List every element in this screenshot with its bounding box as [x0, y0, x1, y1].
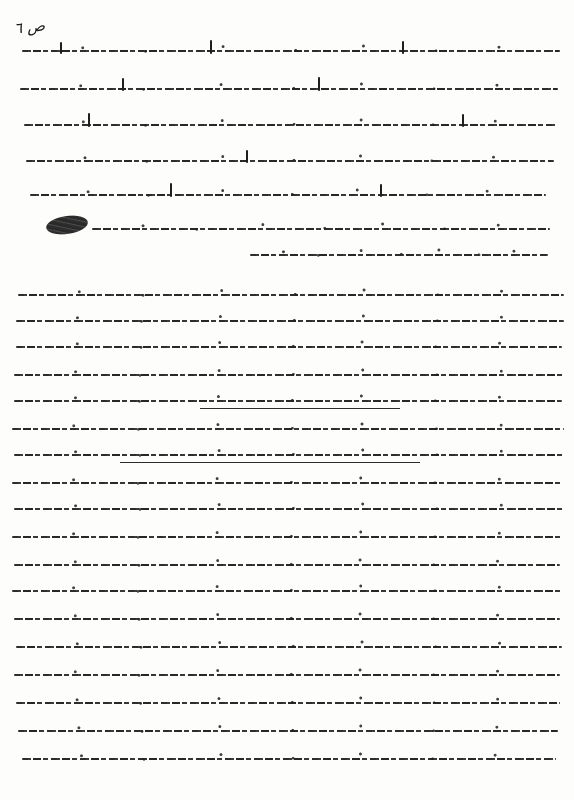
- manuscript-line: [30, 194, 546, 197]
- underline-mark: [120, 462, 420, 463]
- underline-mark: [200, 408, 400, 409]
- manuscript-line: [16, 646, 562, 649]
- ink-stroke: [60, 42, 62, 54]
- manuscript-line: [92, 228, 550, 231]
- ink-stroke: [122, 78, 124, 91]
- manuscript-line: [12, 428, 564, 431]
- ink-stroke: [246, 150, 248, 163]
- ijaza-main-body: [0, 288, 574, 793]
- ink-stroke: [170, 183, 172, 197]
- manuscript-line: [22, 758, 556, 761]
- manuscript-line: [14, 400, 562, 403]
- manuscript-line: [24, 124, 556, 127]
- manuscript-line: [12, 482, 562, 485]
- manuscript-line: [16, 320, 564, 323]
- manuscript-line: [12, 590, 562, 593]
- manuscript-line: [12, 536, 562, 539]
- manuscript-line: [14, 374, 564, 377]
- manuscript-line: [22, 50, 560, 53]
- manuscript-line: [18, 294, 564, 297]
- manuscript-line: [20, 88, 558, 91]
- manuscript-line: [14, 454, 564, 457]
- ink-stroke: [402, 41, 404, 54]
- manuscript-line: [26, 160, 554, 163]
- ink-stroke: [210, 40, 212, 54]
- ink-stroke: [88, 113, 90, 127]
- ink-stroke: [462, 114, 464, 127]
- ijaza-top-block: [0, 40, 574, 270]
- manuscript-line: [250, 254, 548, 257]
- manuscript-line: [16, 346, 562, 349]
- manuscript-line: [18, 730, 558, 733]
- seal-icon: [45, 213, 89, 237]
- manuscript-line: [14, 618, 560, 621]
- ink-stroke: [380, 184, 382, 197]
- page-number: ص ٦: [13, 16, 46, 38]
- manuscript-line: [14, 508, 564, 511]
- ink-stroke: [318, 77, 320, 91]
- manuscript-line: [14, 674, 560, 677]
- manuscript-line: [14, 564, 560, 567]
- manuscript-line: [16, 702, 560, 705]
